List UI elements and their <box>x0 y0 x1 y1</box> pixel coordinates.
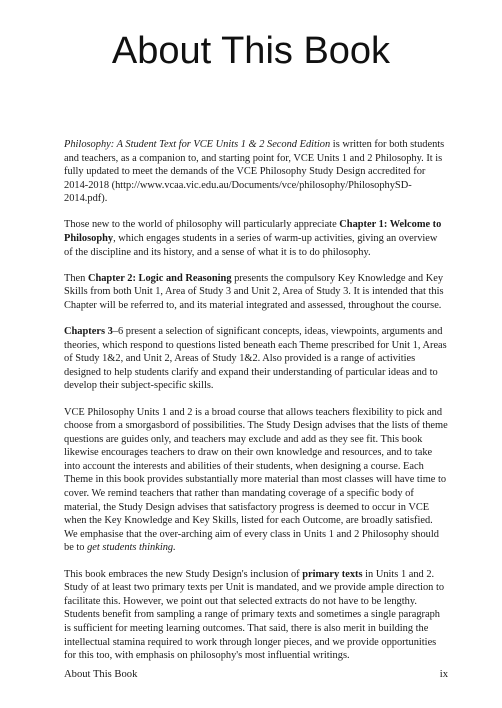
paragraph-text: is written for both students and teachers, as a companion to, and starting point for, VCE Units 1 and 2 Philosophy. It is fully updated to meet the demands of the VCE Philosophy Study Design accredited for 2014-2018 (http://www.vcaa.vic.edu.au/Documents/vce/philosophy/PhilosophySD-2014.pdf). <box>64 139 445 205</box>
paragraph-intro <box>64 138 448 206</box>
running-footer-title: About This Book <box>64 669 138 680</box>
body-text <box>64 138 448 675</box>
paragraph-text: Then <box>64 272 88 284</box>
paragraph-text: in Units 1 and 2. Study of at least two primary texts per Unit is mandated, and we provide ample direction to facilitate this. However, we point out that selected extracts do not have to be lengthy. Students benefit from sampling a range of primary texts and sometimes a single paragraph is sufficient for meeting learning outcomes. That said, there is also merit in building the intellectual stamina required to work through longer pieces, and we provide opportunities for this too, with emphasis on philosophy's most influential writings. <box>64 568 445 662</box>
paragraph-primary-texts <box>64 568 448 663</box>
paragraph-text: presents the compulsory Key Knowledge and Key Skills from both Unit 1, Area of Study 3 and Unit 2, Area of Study 3. It is intended that this Chapter will be referred to, and its material integrated and assessed, throughout the course. <box>64 272 444 311</box>
chapter-2-heading: Chapter 2: Logic and Reasoning <box>87 272 232 284</box>
paragraph-chapters-3-6 <box>64 325 448 393</box>
book-title-italic: Philosophy: A Student Text for VCE Units 1 & 2 Second Edition <box>64 139 331 150</box>
paragraph-course-flexibility <box>64 406 448 556</box>
paragraph-text: , which engages students in a series of warm-up activities, giving an overview of the discipline and its history, and a sense of what it is to do philosophy. <box>64 233 438 258</box>
emphasis-italic: get students thinking. <box>87 542 176 554</box>
page-number: ix <box>439 669 448 680</box>
chapter-1-heading: Chapter 1: Welcome to Philosophy <box>64 219 442 245</box>
paragraph-text: –6 present a selection of significant concepts, ideas, viewpoints, arguments and theories, which respond to questions listed beneath each Theme prescribed for Unit 1, Areas of Study 1&2, and Unit 2, Areas of Study 1&2. Also provided is a range of activities designed to help students clarify and expand their understanding of particular ideas and to develop their subject-specific skills. <box>64 326 447 392</box>
paragraph-text: VCE Philosophy Units 1 and 2 is a broad course that allows teachers flexibility to pick and choose from a smorgasbord of possibilities. The Study Design advises that the lists of theme questions are guides only, and teachers may exclude and add as they see fit. This book likewise encourages teachers to draw on their own knowledge and resources, and to take into account the interests and abilities of their students, when designing a course. Each Theme in this book provides substantially more material than most classes will have time to cover. We remind teachers that rather than mandating coverage of a specific body of material, the Study Design advises that satisfactory progress is deemed to occur in VCE when the Key Knowledge and Key Skills, listed for each Outcome, are broadly satisfied. We emphasise that the over-arching aim of every class in Units 1 and 2 Philosophy should be to <box>64 406 448 554</box>
page-title: About This Book <box>111 30 391 72</box>
paragraph-chapter-1 <box>64 218 448 259</box>
paragraph-text: This book embraces the new Study Design's inclusion of <box>64 568 303 580</box>
primary-texts-bold: primary texts <box>302 568 363 580</box>
chapters-3-6-heading: Chapters 3 <box>64 326 113 338</box>
paragraph-text: Those new to the world of philosophy will particularly appreciate <box>64 219 340 231</box>
paragraph-chapter-2 <box>64 272 448 313</box>
